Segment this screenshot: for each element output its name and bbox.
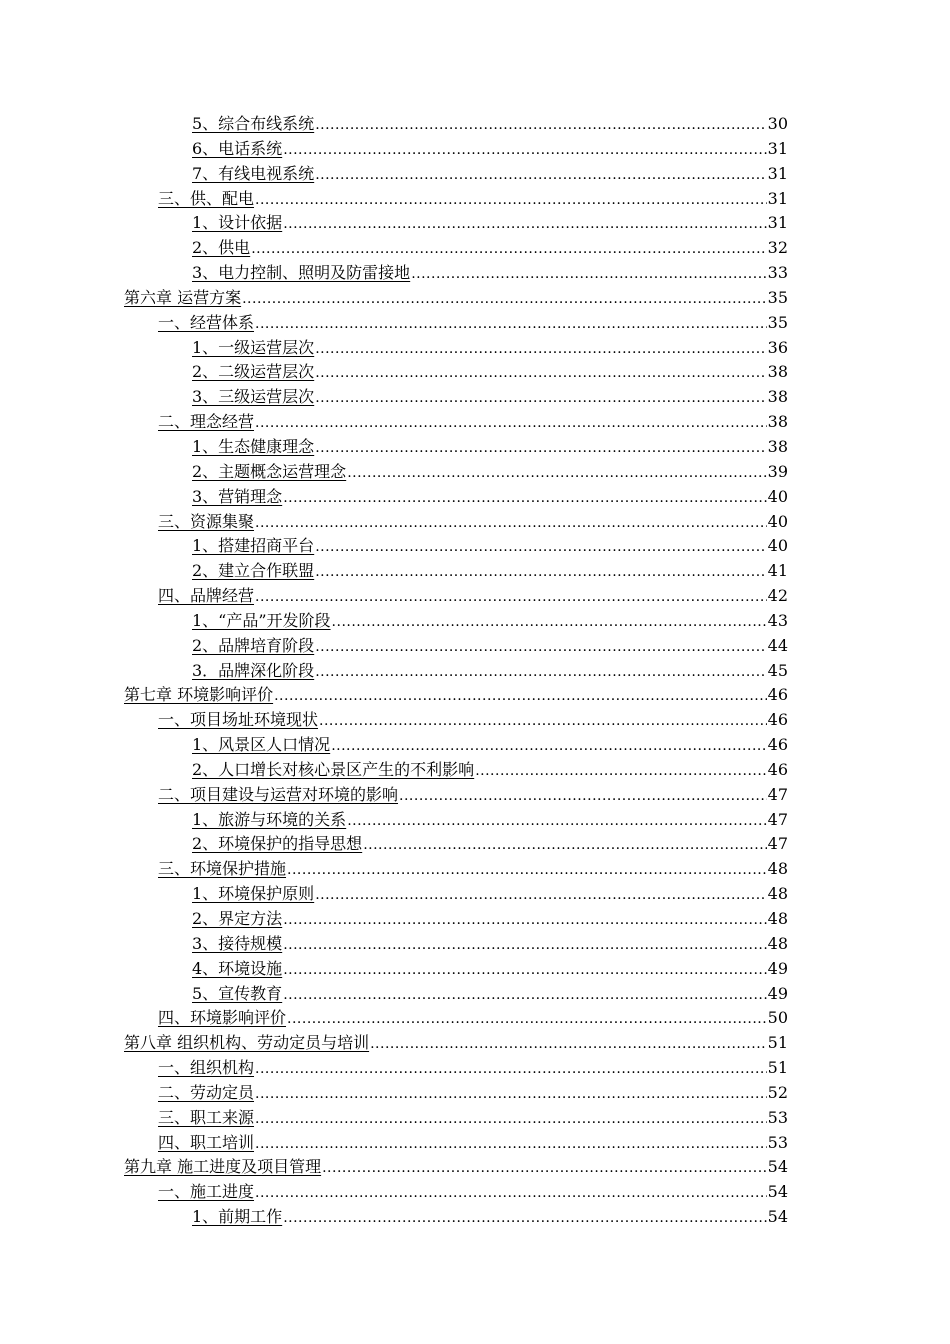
toc-entry[interactable] (124, 1131, 788, 1156)
toc-entry-page-number: 31 (767, 163, 788, 183)
toc-entry-title-link[interactable]: 5、宣传教育 (192, 983, 283, 1003)
toc-dot-leader (315, 361, 766, 386)
toc-entry[interactable] (124, 112, 788, 137)
toc-entry-title-link[interactable]: 一、项目场址环境现状 (158, 710, 319, 730)
toc-entry-page-number: 35 (767, 312, 788, 332)
toc-entry-page-number: 54 (767, 1207, 788, 1227)
toc-entry-page-number: 48 (767, 909, 788, 928)
toc-entry-title-link[interactable]: 1、“产品”开发阶段 (192, 610, 331, 630)
toc-dot-leader (283, 908, 766, 933)
toc-entry[interactable] (124, 932, 788, 957)
toc-entry-title-link[interactable]: 二、项目建设与运营对环境的影响 (158, 784, 399, 804)
toc-entry-title-link[interactable]: 二、理念经营 (158, 412, 255, 432)
toc-entry-page-number: 46 (767, 710, 788, 730)
toc-dot-leader (283, 1206, 766, 1231)
toc-entry[interactable] (124, 236, 788, 261)
toc-dot-leader (274, 684, 767, 709)
toc-entry-title-link[interactable]: 6、电话系统 (192, 138, 283, 158)
toc-entry-page-number: 40 (767, 511, 788, 531)
toc-entry-title-link[interactable]: 2、主题概念运营理念 (192, 461, 347, 481)
toc-dot-leader (319, 709, 767, 734)
toc-entry-title-link[interactable]: 第七章 环境影响评价 (124, 685, 274, 705)
toc-entry-page-number: 51 (767, 1058, 788, 1078)
toc-entry[interactable] (124, 659, 788, 684)
toc-dot-leader (315, 535, 766, 560)
toc-entry-title-link[interactable]: 2、人口增长对核心景区产生的不利影响 (192, 759, 475, 779)
toc-entry-title-link[interactable]: 1、搭建招商平台 (192, 536, 315, 556)
toc-entry[interactable] (124, 1106, 788, 1131)
toc-entry[interactable] (124, 1006, 788, 1031)
toc-dot-leader (255, 1082, 767, 1107)
toc-entry-title-link[interactable]: 三、资源集聚 (158, 511, 255, 531)
toc-dot-leader (411, 262, 766, 287)
toc-entry-title-link[interactable]: 1、设计依据 (192, 213, 283, 233)
toc-dot-leader (315, 337, 766, 362)
toc-entry-page-number: 54 (767, 1182, 788, 1202)
toc-entry[interactable] (124, 261, 788, 286)
toc-entry-title-link[interactable]: 1、前期工作 (192, 1207, 283, 1227)
toc-entry[interactable] (124, 410, 788, 435)
toc-entry-page-number: 43 (767, 610, 788, 630)
toc-entry-page-number: 45 (767, 660, 788, 680)
toc-dot-leader (255, 1107, 767, 1132)
toc-entry-page-number: 50 (767, 1008, 788, 1028)
toc-entry-page-number: 48 (767, 859, 788, 879)
toc-entry[interactable] (124, 485, 788, 510)
toc-dot-leader (283, 486, 766, 511)
toc-dot-leader (315, 163, 766, 188)
toc-dot-leader (255, 585, 767, 610)
toc-entry-page-number: 47 (767, 784, 788, 804)
toc-entry-page-number: 49 (767, 958, 788, 978)
toc-entry[interactable] (124, 360, 788, 385)
toc-entry[interactable] (124, 907, 788, 932)
toc-entry-page-number: 40 (767, 536, 788, 556)
toc-dot-leader (283, 138, 766, 163)
toc-entry-page-number: 31 (767, 188, 788, 208)
toc-dot-leader (287, 1007, 767, 1032)
toc-entry[interactable] (124, 882, 788, 907)
toc-dot-leader (283, 212, 766, 237)
toc-entry-title-link[interactable]: 3、三级运营层次 (192, 387, 315, 407)
toc-entry-page-number: 54 (767, 1157, 788, 1177)
toc-dot-leader (315, 436, 766, 461)
toc-entry-page-number: 41 (767, 561, 788, 581)
toc-entry-page-number: 46 (767, 759, 788, 779)
toc-entry-title-link[interactable]: 一、经营体系 (158, 312, 255, 332)
toc-entry[interactable] (124, 957, 788, 982)
toc-dot-leader (315, 883, 766, 908)
toc-entry-page-number: 32 (767, 238, 788, 258)
toc-entry[interactable] (124, 1180, 788, 1205)
toc-entry-title-link[interactable]: 1、环境保护原则 (192, 884, 315, 904)
toc-entry[interactable] (124, 385, 788, 410)
toc-entry-title-link[interactable]: 三、职工来源 (158, 1107, 255, 1127)
toc-entry-page-number: 47 (767, 834, 788, 854)
toc-entry-title-link[interactable]: 3、电力控制、照明及防雷接地 (192, 263, 411, 283)
toc-entry[interactable] (124, 559, 788, 584)
toc-entry-title-link[interactable]: 1、生态健康理念 (192, 436, 315, 456)
toc-entry-title-link[interactable]: 二、劳动定员 (158, 1082, 255, 1102)
toc-dot-leader (315, 635, 766, 660)
toc-entry-title-link[interactable]: 4、环境设施 (192, 958, 283, 978)
toc-entry-page-number: 52 (767, 1082, 788, 1102)
toc-entry-page-number: 30 (767, 114, 788, 133)
toc-dot-leader (255, 1132, 767, 1157)
toc-entry[interactable] (124, 1155, 788, 1180)
table-of-contents (124, 112, 788, 1230)
toc-entry-title-link[interactable]: 第九章 施工进度及项目管理 (124, 1157, 322, 1177)
toc-entry-title-link[interactable]: 2、品牌培育阶段 (192, 635, 315, 655)
toc-entry[interactable] (124, 683, 788, 708)
toc-entry-page-number: 46 (767, 685, 788, 705)
toc-entry-title-link[interactable]: 3、营销理念 (192, 486, 283, 506)
toc-dot-leader (347, 461, 766, 486)
toc-dot-leader (363, 833, 766, 858)
toc-entry-title-link[interactable]: 一、施工进度 (158, 1182, 255, 1202)
toc-entry[interactable] (124, 211, 788, 236)
toc-entry[interactable] (124, 435, 788, 460)
toc-entry-page-number: 49 (767, 983, 788, 1003)
toc-entry[interactable] (124, 1081, 788, 1106)
toc-entry[interactable] (124, 534, 788, 559)
toc-entry-page-number: 53 (767, 1107, 788, 1127)
toc-entry[interactable] (124, 783, 788, 808)
toc-entry-title-link[interactable]: 第八章 组织机构、劳动定员与培训 (124, 1033, 370, 1053)
toc-dot-leader (283, 958, 766, 983)
toc-dot-leader (283, 983, 766, 1008)
toc-entry-title-link[interactable]: 四、品牌经营 (158, 586, 255, 606)
toc-entry[interactable] (124, 832, 788, 857)
toc-entry-page-number: 48 (767, 884, 788, 904)
toc-entry[interactable] (124, 1205, 788, 1230)
toc-dot-leader (287, 858, 767, 883)
toc-entry-title-link[interactable]: 2、环境保护的指导思想 (192, 834, 363, 854)
toc-entry-title-link[interactable]: 2、建立合作联盟 (192, 561, 315, 581)
toc-entry[interactable] (124, 733, 788, 758)
toc-entry-title-link[interactable]: 1、一级运营层次 (192, 337, 315, 357)
toc-dot-leader (242, 287, 767, 312)
toc-entry[interactable] (124, 584, 788, 609)
toc-entry[interactable] (124, 286, 788, 311)
toc-entry-title-link[interactable]: 四、环境影响评价 (158, 1008, 287, 1028)
toc-entry[interactable] (124, 1056, 788, 1081)
toc-entry[interactable] (124, 510, 788, 535)
toc-entry-page-number: 36 (767, 337, 788, 357)
toc-dot-leader (322, 1156, 767, 1181)
toc-dot-leader (331, 734, 766, 759)
toc-dot-leader (255, 511, 767, 536)
toc-entry[interactable] (124, 634, 788, 659)
toc-entry-page-number: 46 (767, 735, 788, 755)
toc-entry[interactable] (124, 311, 788, 336)
toc-dot-leader (315, 660, 766, 685)
toc-entry-page-number: 38 (767, 362, 788, 382)
toc-entry-title-link[interactable]: 5、综合布线系统 (192, 114, 315, 133)
toc-entry[interactable] (124, 187, 788, 212)
toc-dot-leader (255, 1181, 767, 1206)
toc-entry-page-number: 33 (767, 263, 788, 283)
toc-dot-leader (255, 411, 767, 436)
toc-entry-title-link[interactable]: 第六章 运营方案 (124, 287, 242, 307)
toc-dot-leader (399, 784, 767, 809)
toc-entry-page-number: 47 (767, 809, 788, 829)
toc-entry[interactable] (124, 808, 788, 833)
toc-entry[interactable] (124, 162, 788, 187)
toc-entry[interactable] (124, 460, 788, 485)
toc-dot-leader (255, 1057, 767, 1082)
toc-dot-leader (315, 113, 766, 138)
toc-entry-page-number: 38 (767, 387, 788, 407)
toc-entry[interactable] (124, 857, 788, 882)
toc-entry-title-link[interactable]: 3、接待规模 (192, 933, 283, 953)
toc-entry-title-link[interactable]: 一、组织机构 (158, 1058, 255, 1078)
toc-entry[interactable] (124, 982, 788, 1007)
toc-entry-title-link[interactable]: 三、环境保护措施 (158, 859, 287, 879)
toc-entry-title-link[interactable]: 7、有线电视系统 (192, 163, 315, 183)
toc-entry[interactable] (124, 609, 788, 634)
toc-dot-leader (283, 933, 766, 958)
toc-entry-page-number: 38 (767, 412, 788, 432)
toc-dot-leader (315, 386, 766, 411)
toc-entry-title-link[interactable]: 三、供、配电 (158, 188, 255, 208)
toc-dot-leader (332, 610, 767, 635)
toc-entry-title-link[interactable]: 2、二级运营层次 (192, 362, 315, 382)
toc-entry-title-link[interactable]: 四、职工培训 (158, 1132, 255, 1152)
toc-dot-leader (251, 237, 766, 262)
toc-entry-title-link[interactable]: 1、风景区人口情况 (192, 735, 331, 755)
toc-entry-page-number: 38 (767, 436, 788, 456)
toc-dot-leader (475, 759, 766, 784)
toc-entry-page-number: 40 (767, 486, 788, 506)
toc-entry[interactable] (124, 758, 788, 783)
toc-dot-leader (255, 312, 767, 337)
toc-entry-page-number: 53 (767, 1132, 788, 1152)
toc-entry[interactable] (124, 708, 788, 733)
toc-entry-page-number: 51 (767, 1033, 788, 1053)
toc-entry-title-link[interactable]: 2、界定方法 (192, 909, 283, 928)
toc-entry[interactable] (124, 336, 788, 361)
toc-entry-page-number: 39 (767, 461, 788, 481)
toc-entry-page-number: 48 (767, 933, 788, 953)
toc-entry-page-number: 31 (767, 138, 788, 158)
toc-dot-leader (255, 188, 767, 213)
toc-entry[interactable] (124, 1031, 788, 1056)
toc-entry-page-number: 35 (767, 287, 788, 307)
toc-entry-title-link[interactable]: 2、供电 (192, 238, 251, 258)
toc-entry-title-link[interactable]: 3．品牌深化阶段 (192, 660, 315, 680)
toc-dot-leader (370, 1032, 767, 1057)
toc-entry-page-number: 44 (767, 635, 788, 655)
toc-dot-leader (347, 809, 766, 834)
toc-entry-page-number: 31 (767, 213, 788, 233)
toc-entry-page-number: 42 (767, 586, 788, 606)
toc-dot-leader (315, 560, 766, 585)
toc-entry-title-link[interactable]: 1、旅游与环境的关系 (192, 809, 347, 829)
toc-entry[interactable] (124, 137, 788, 162)
